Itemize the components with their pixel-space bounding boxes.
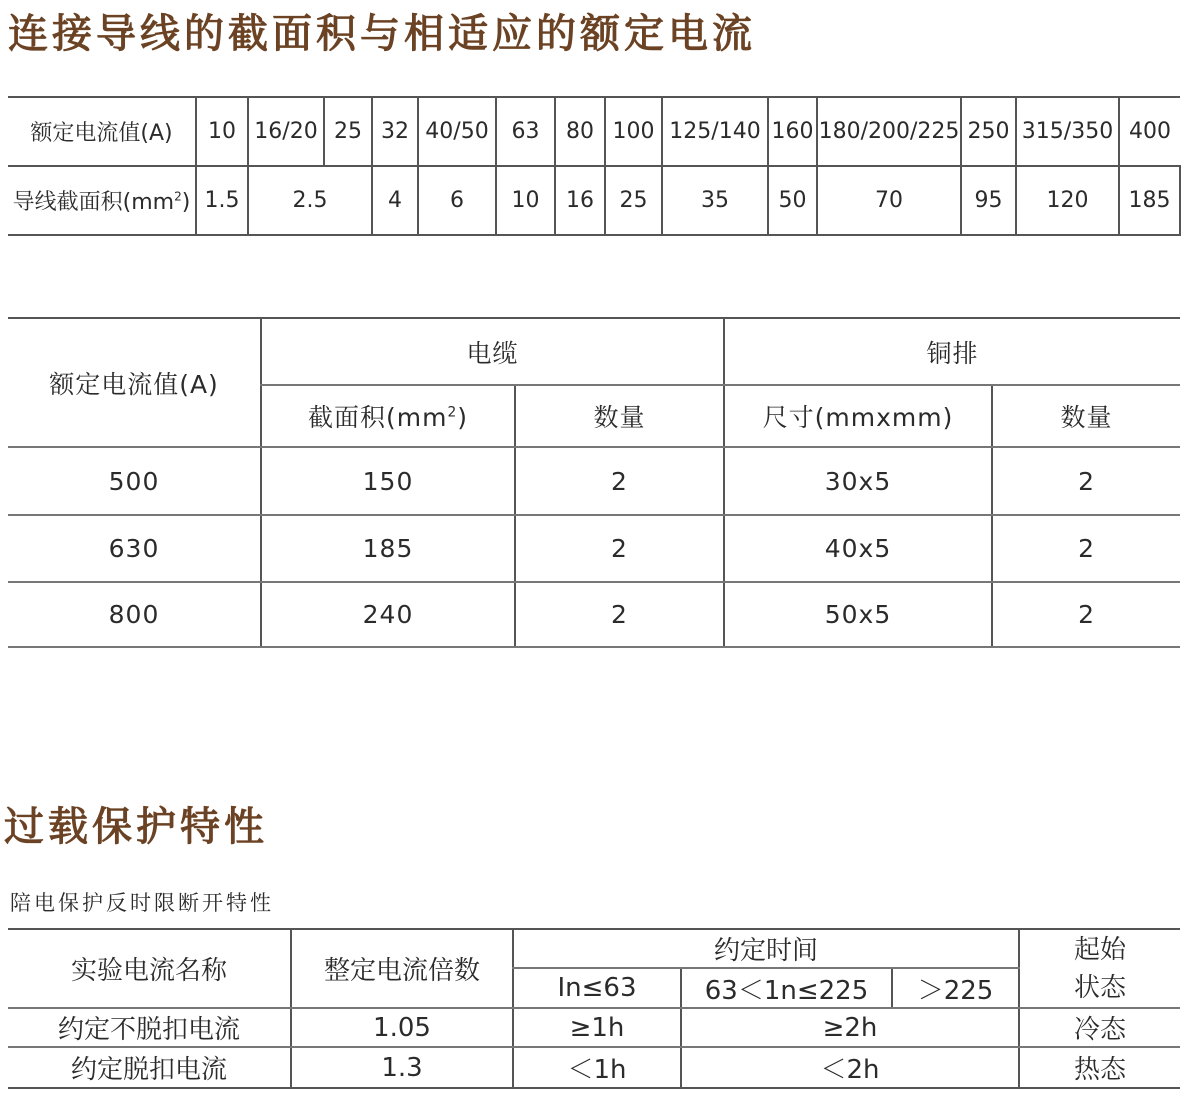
col-multiple: 整定电流倍数 bbox=[291, 929, 513, 1008]
col-agreed-time: 约定时间 bbox=[513, 929, 1019, 968]
rated-current-cell: 160 bbox=[768, 97, 817, 166]
cell-busbar-qty: 2 bbox=[992, 515, 1180, 582]
wire-area-label: 导线截面积$(mm^2)$ bbox=[8, 166, 196, 235]
rated-current-cell: 315/350 bbox=[1016, 97, 1119, 166]
cell-time-bc: ＜2h bbox=[681, 1047, 1019, 1088]
cell-name: 约定不脱扣电流 bbox=[8, 1008, 291, 1047]
cell-time-bc: ≥2h bbox=[681, 1008, 1019, 1047]
col-initial-state: 起始 状态 bbox=[1019, 929, 1180, 1008]
cell-current: 500 bbox=[8, 447, 261, 515]
col-time-b: 63＜1n≤225 bbox=[681, 968, 892, 1008]
cable-busbar-table bbox=[8, 317, 1180, 648]
group-busbar: 铜排 bbox=[724, 318, 1180, 385]
cell-current: 800 bbox=[8, 582, 261, 647]
col-cable-qty: 数量 bbox=[515, 385, 724, 447]
wire-area-cell: 95 bbox=[961, 166, 1016, 235]
rated-current-cell: 25 bbox=[324, 97, 372, 166]
rated-current-cell: 16/20 bbox=[248, 97, 324, 166]
rated-current-cell: 63 bbox=[496, 97, 555, 166]
cell-name: 约定脱扣电流 bbox=[8, 1047, 291, 1088]
cell-cable-qty: 2 bbox=[515, 447, 724, 515]
wire-area-cell: 2.5 bbox=[248, 166, 372, 235]
cell-size: 50x5 bbox=[724, 582, 992, 647]
rated-current-cell: 100 bbox=[605, 97, 662, 166]
group-cable: 电缆 bbox=[261, 318, 724, 385]
cell-area: 185 bbox=[261, 515, 515, 582]
table-row bbox=[8, 447, 1180, 515]
cell-multiple: 1.3 bbox=[291, 1047, 513, 1088]
wire-area-cell: 25 bbox=[605, 166, 662, 235]
cell-multiple: 1.05 bbox=[291, 1008, 513, 1047]
cell-busbar-qty: 2 bbox=[992, 582, 1180, 647]
cell-current: 630 bbox=[8, 515, 261, 582]
rated-current-cell: 180/200/225 bbox=[817, 97, 961, 166]
rated-current-cell: 40/50 bbox=[418, 97, 496, 166]
cell-size: 30x5 bbox=[724, 447, 992, 515]
rated-current-cell: 10 bbox=[196, 97, 248, 166]
cell-state: 热态 bbox=[1019, 1047, 1180, 1088]
cell-size: 40x5 bbox=[724, 515, 992, 582]
rated-current-cell: 125/140 bbox=[662, 97, 768, 166]
wire-area-row bbox=[8, 166, 1180, 235]
rated-current-cell: 250 bbox=[961, 97, 1016, 166]
wire-area-cell: 120 bbox=[1016, 166, 1119, 235]
rated-current-cell: 32 bbox=[372, 97, 418, 166]
col-rated-current: 额定电流值(A) bbox=[8, 318, 261, 447]
table-row bbox=[8, 515, 1180, 582]
col-busbar-qty: 数量 bbox=[992, 385, 1180, 447]
rated-current-label: 额定电流值(A) bbox=[8, 97, 196, 166]
cell-area: 150 bbox=[261, 447, 515, 515]
cell-area: 240 bbox=[261, 582, 515, 647]
wire-area-cell: 16 bbox=[555, 166, 605, 235]
section-subtitle: 陪电保护反时限断开特性 bbox=[10, 891, 274, 915]
table-row bbox=[8, 1047, 1180, 1088]
col-time-c: ＞225 bbox=[892, 968, 1019, 1008]
section-title-wire-area: 连接导线的截面积与相适应的额定电流 bbox=[8, 11, 756, 57]
col-time-a: In≤63 bbox=[513, 968, 681, 1008]
cell-cable-qty: 2 bbox=[515, 515, 724, 582]
wire-area-cell: 6 bbox=[418, 166, 496, 235]
overload-protection-table bbox=[8, 928, 1180, 1089]
wire-area-current-table bbox=[8, 96, 1180, 236]
cell-time-a: ＜1h bbox=[513, 1047, 681, 1088]
cell-busbar-qty: 2 bbox=[992, 447, 1180, 515]
table-row bbox=[8, 1008, 1180, 1047]
cell-time-a: ≥1h bbox=[513, 1008, 681, 1047]
wire-area-cell: 35 bbox=[662, 166, 768, 235]
col-cable-area: 截面积$(mm^2)$ bbox=[261, 385, 515, 447]
col-test-current-name: 实验电流名称 bbox=[8, 929, 291, 1008]
wire-area-cell: 185 bbox=[1119, 166, 1180, 235]
cell-cable-qty: 2 bbox=[515, 582, 724, 647]
section-title-overload: 过载保护特性 bbox=[4, 804, 268, 850]
rated-current-cell: 400 bbox=[1119, 97, 1180, 166]
rated-current-cell: 80 bbox=[555, 97, 605, 166]
wire-area-cell: 70 bbox=[817, 166, 961, 235]
wire-area-cell: 50 bbox=[768, 166, 817, 235]
table-row bbox=[8, 582, 1180, 647]
wire-area-cell: 4 bbox=[372, 166, 418, 235]
rated-current-row bbox=[8, 97, 1180, 166]
col-busbar-size: 尺寸(mmxmm) bbox=[724, 385, 992, 447]
wire-area-cell: 10 bbox=[496, 166, 555, 235]
wire-area-cell: 1.5 bbox=[196, 166, 248, 235]
cell-state: 冷态 bbox=[1019, 1008, 1180, 1047]
